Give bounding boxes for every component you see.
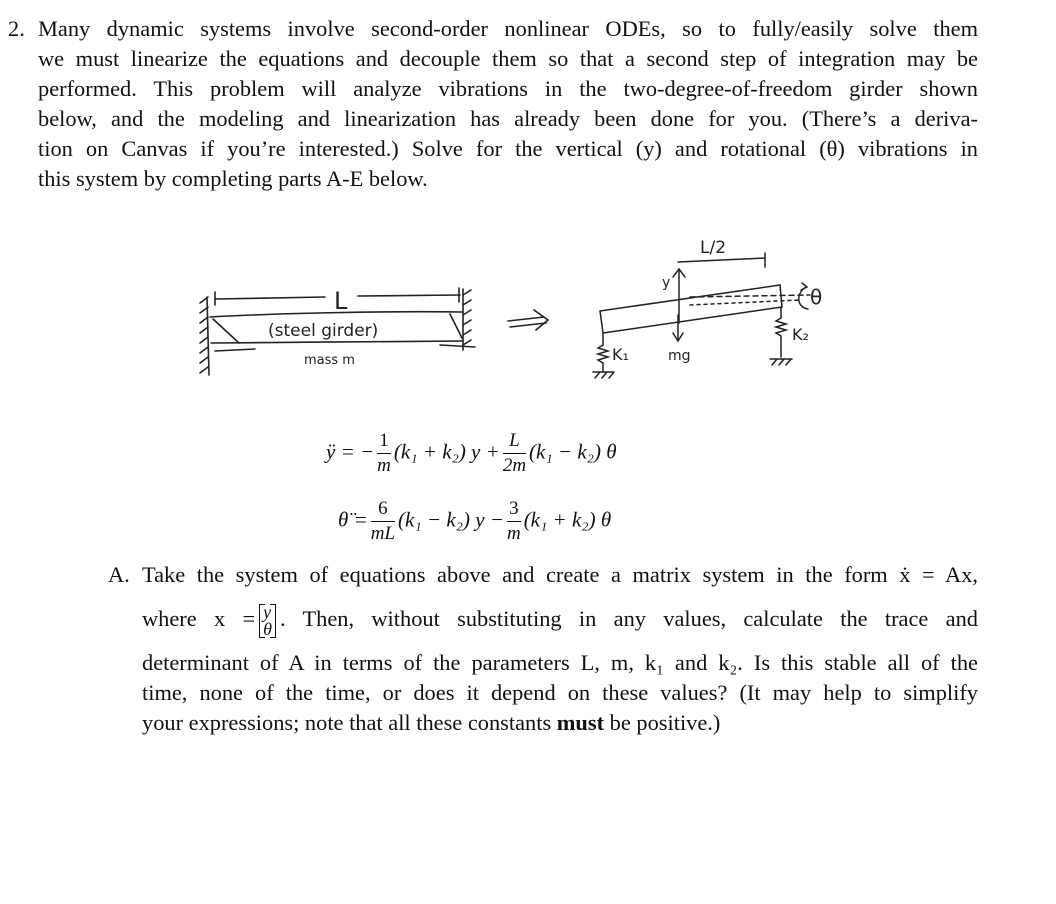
girder-label: (steel girder): [268, 321, 379, 341]
eq1-f1-num: 1: [377, 429, 391, 454]
eq2-lhs: θ̈ =: [338, 507, 368, 532]
part-a-label: A.: [108, 562, 130, 587]
vector-top: y: [263, 601, 272, 622]
part-a-line: Take the system of equations above and create a matrix system in the form ẋ = Ax,: [142, 562, 978, 587]
weight-label: mg: [668, 348, 691, 364]
intro-line: Many dynamic systems involve second-order nonlinear ODEs, so to fully/easily solve them: [38, 16, 978, 41]
intro-line: tion on Canvas if you’re interested.) Solve for the vertical (y) and rotational (θ) vibrations in: [38, 136, 978, 161]
emphasis-must: must: [556, 710, 605, 735]
eq2-f1-den: mL: [370, 523, 396, 544]
intro-line: performed. This problem will analyze vibrations in the two-degree-of-freedom girder shown: [38, 76, 978, 101]
part-a-line-final: [142, 708, 978, 738]
girder-diagram: [0, 215, 1056, 390]
intro-line: we must linearize the equations and decouple them so that a second step of integration may be: [38, 46, 978, 71]
part-a-then: . Then, without substituting in any values, calculate the trace and: [279, 606, 979, 631]
state-vector: [259, 601, 276, 639]
problem-number: 2.: [8, 16, 25, 41]
eq1-f1-den: m: [377, 455, 391, 476]
vector-bottom: θ: [263, 618, 272, 639]
intro-line: this system by completing parts A-E below.: [38, 166, 428, 191]
part-a-line5-pre: your expressions; note that all these constants: [142, 710, 552, 735]
half-length-label: L/2: [700, 238, 727, 258]
theta-label: θ: [810, 285, 823, 309]
eq2-tail: (k₁ + k₂) θ: [523, 507, 612, 532]
intro-text: [38, 14, 978, 194]
eq1-f2-den: 2m: [502, 455, 527, 476]
left-length-label: L: [334, 287, 348, 315]
eq2-f2-den: m: [506, 523, 521, 544]
eq1-lhs: ÿ = −: [326, 439, 375, 464]
part-a-body: [142, 560, 978, 738]
part-a-where: where x =: [142, 606, 256, 631]
eq1-tail: (k₁ − k₂) θ: [529, 439, 617, 464]
eq2-f1-num: 6: [371, 497, 395, 522]
eq2-f2-num: 3: [507, 497, 521, 522]
part-a-line: determinant of A in terms of the parameters L, m, k₁ and k₂. Is this stable all of the: [142, 650, 978, 675]
part-a-line5-post: be positive.): [609, 710, 721, 735]
mass-label: mass m: [304, 353, 355, 368]
equation-y: [326, 429, 617, 478]
part-a-line-vector: [142, 590, 978, 648]
equation-theta: [338, 497, 611, 546]
eq2-mid: (k₁ − k₂) y −: [398, 507, 504, 532]
intro-line: below, and the modeling and linearization has already been done for you. (There’s a deriva-: [38, 106, 978, 131]
y-axis-label: y: [662, 275, 671, 291]
part-a-line: time, none of the time, or does it depend on these values? (It may help to simplify: [142, 680, 978, 705]
eq1-f2-num: L: [503, 429, 526, 454]
k1-label: K₁: [612, 345, 629, 364]
eq1-mid: (k₁ + k₂) y +: [393, 439, 500, 464]
k2-label: K₂: [792, 325, 809, 344]
